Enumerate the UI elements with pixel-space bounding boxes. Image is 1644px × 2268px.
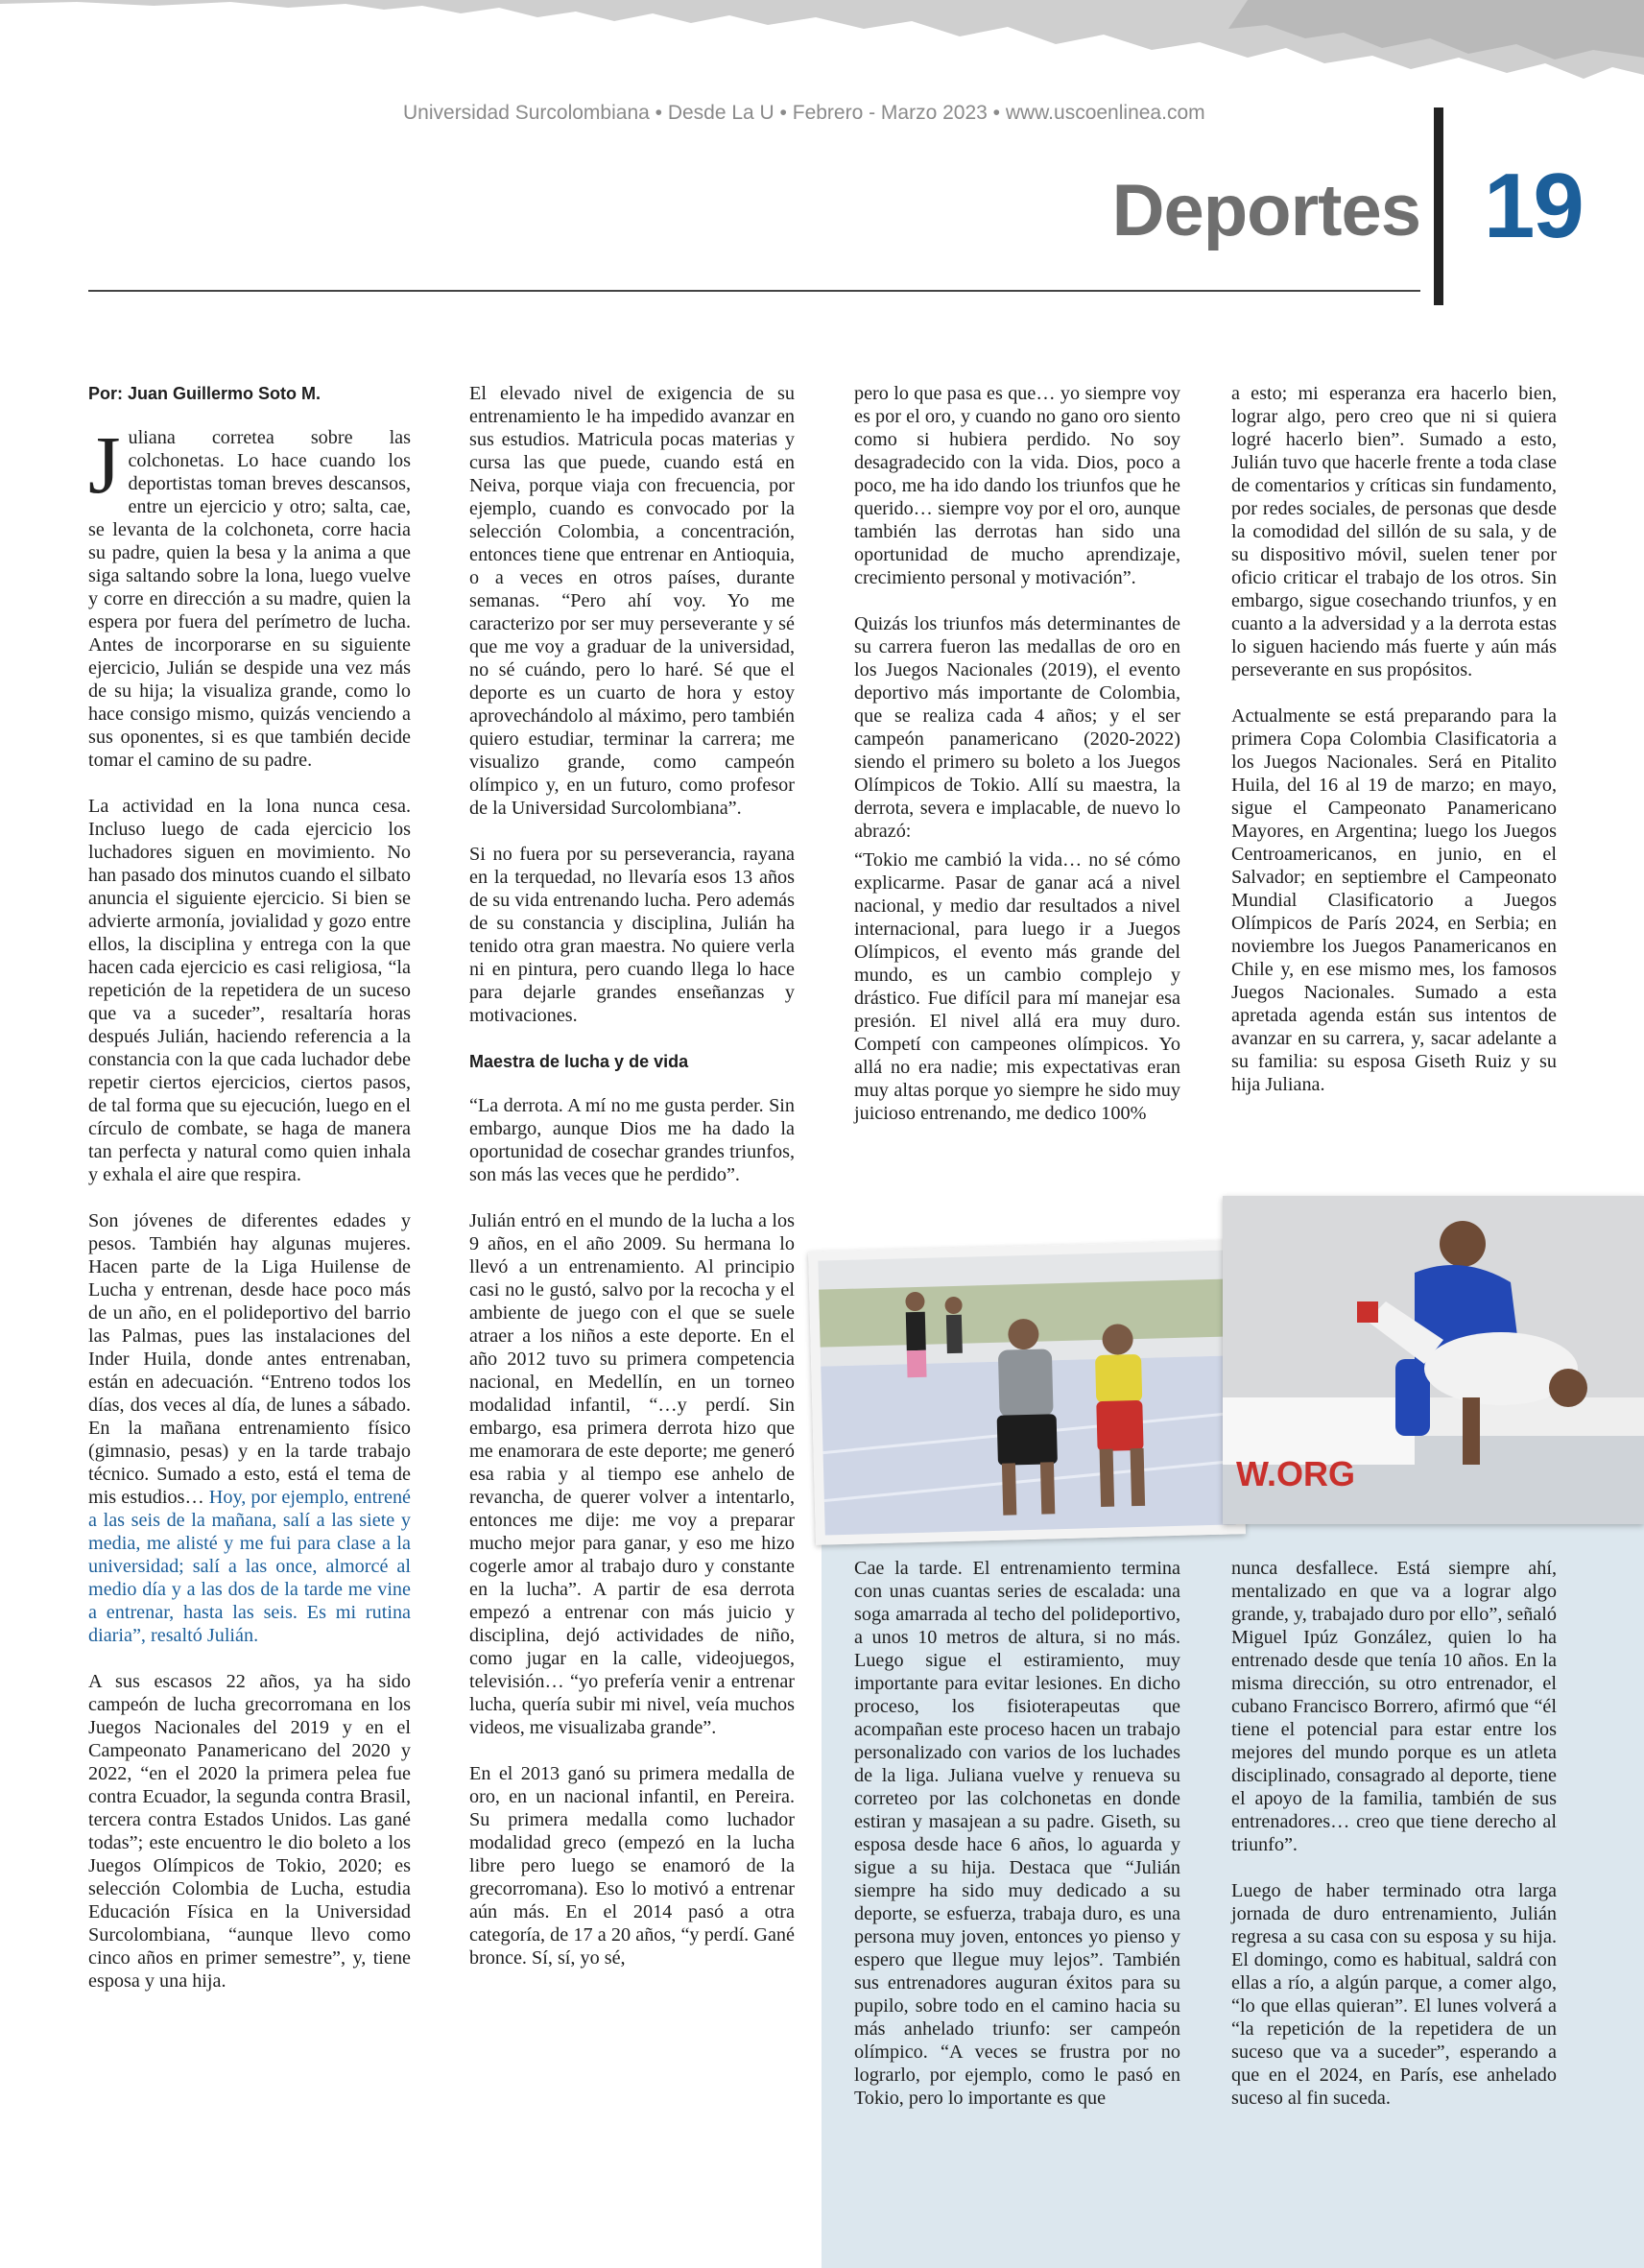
paragraph: Si no fuera por su perseverancia, rayana en la terquedad, no llevaría esos 13 años de su vida entrenando lucha. Pero además de su constancia y disciplina, Julián ha tenido otra gran maestra. No quiere verla ni en pintura, pero cuando llega lo hace para dejarle grandes enseñanzas y motivaciones. (469, 844, 795, 1026)
article-column-3-top (854, 382, 1180, 1125)
section-title: Deportes (1111, 170, 1420, 251)
paragraph: Cae la tarde. El entrenamiento termina con unas cuantas series de escalada: una soga amarrada al techo del polideportivo, a unos 10 metros de altura, si no más. Luego sigue el estiramiento, muy importante para evitar lesiones. En dicho proceso, los fisioterapeutas que acompañan este proceso hacen un trabajo personalizado con varios de los luchades de la liga. Juliana vuelve y renueva su correteo por las colchonetas en donde estiran y masajean a su padre. Giseth, su esposa desde hace 6 años, lo aguarda y sigue a su hija. Destaca que “Julián siempre ha sido muy dedicado a su deporte, se esfuerza, trabaja duro, es una persona muy joven, entonces yo pienso y espero que llegue muy lejos”. También sus entrenadores auguran éxitos para su pupilo, sobre todo en el camino hacia su más anhelado triunfo: ser campeón olímpico. “A veces se frustra por no lograrlo, por ejemplo, como le pasó en Tokio, pero lo importante es que (854, 1558, 1180, 2109)
header-divider (1434, 107, 1443, 305)
article-column-1 (88, 382, 411, 1993)
header-rule (88, 290, 1420, 292)
photo-training-image (808, 1240, 1246, 1545)
paragraph: A sus escasos 22 años, ya ha sido campeón de lucha grecorromana en los Juegos Nacionales del 2019 y en el Campeonato Panamericano del 2020 y 2022, “en el 2020 la primera pelea fue contra Ecuador, la segunda contra Brasil, tercera contra Estados Unidos. Las gané todas”; este encuentro le dio boleto a los Juegos Olímpicos de Tokio, 2020; es selección Colombia de Lucha, estudia Educación Física en la Universidad Surcolombiana, “aunque llevo como cinco años en primer semestre”, y, tiene esposa y una hija. (88, 1671, 411, 1992)
paragraph: “Tokio me cambió la vida… no sé cómo explicarme. Pasar de ganar acá a nivel nacional, y medio dar resultados a nivel internacional, para luego ir a Juegos Olímpicos, el evento más grande del mundo, es un cambio complejo y drástico. Fue difícil para mí manejar esa presión. El nivel allá era muy duro. Competí con campeones olímpicos. Yo allá no era nadie; mis expectativas eran muy altas porque yo siempre he sido muy juicioso entrenando, me dedico 100% (854, 849, 1180, 1124)
photo-training (808, 1240, 1246, 1545)
photo-competition-image (1223, 1196, 1644, 1524)
drop-cap: J (88, 418, 121, 511)
issue-meta-line: Universidad Surcolombiana • Desde La U • Febrero - Marzo 2023 • www.uscoenlinea.com (403, 102, 1205, 124)
article-column-4-bottom (1231, 1557, 1557, 2110)
paragraph: pero lo que pasa es que… yo siempre voy es por el oro, y cuando no gano oro siento como si hubiera perdido. No soy desagradecido con la vida. Dios, poco a poco, me ha ido dando los triunfos que he querido… siempre voy por el oro, aunque también las derrotas han sido una oportunidad de mucho aprendizaje, crecimiento personal y motivación”. (854, 383, 1180, 588)
paragraph: Luego de haber terminado otra larga jornada de duro entrenamiento, Julián regresa a su casa con su esposa y su hija. El domingo, como es habitual, saldrá con ellas a río, a algún parque, a comer algo, “lo que ellas quieran”. El lunes volverá a “la repetición de la repetidera de un suceso que va a suceder”, esperando a que en el 2024, en París, ese anhelado suceso al fin suceda. (1231, 1880, 1557, 2109)
paragraph: La actividad en la lona nunca cesa. Incluso luego de cada ejercicio los luchadores siguen en movimiento. No han pasado dos minutos cuando el silbato anuncia el siguiente ejercicio. Si bien se advierte armonía, jovialidad y gozo entre ellos, la disciplina y entrega con la que hacen cada ejercicio es casi religiosa, “la repetición de la repetidera de un suceso que va a suceder”, resaltaría horas después Julián, haciendo referencia a la constancia con la que cada luchador debe repetir ciertos ejercicios, ciertos pasos, de tal forma que su ejecución, luego en el círculo de combate, se haga de manera tan perfecta y natural como quien inhala y exhala el aire que respira. (88, 796, 411, 1185)
paragraph: Julián entró en el mundo de la lucha a los 9 años, en el año 2009. Su hermana lo llevó a un entrenamiento. Al principio casi no le gustó, salvo por la recocha y el ambiente de juego con el que se suele atraer a los niños a este deporte. En el año 2012 tuvo su primera competencia nacional, en Medellín, en un torneo modalidad infantil, “…y perdí. Sin embargo, esa primera derrota hizo que me enamorara de este deporte; me generó esa rabia y al tiempo ese anhelo de revancha, de querer volver a intentarlo, entonces me dije: me voy a preparar mucho mejor para ganar, y eso me hizo cogerle amor al trabajo duro y constante en la lucha”. A partir de esa derrota empezó a entrenar con más juicio y disciplina, dejó actividades de niño, como jugar en la calle, videojuegos, televisión… “yo prefería venir a entrenar lucha, quería subir mi nivel, veía muchos videos, me visualizaba grande”. (469, 1210, 795, 1738)
paragraph: “La derrota. A mí no me gusta perder. Sin embargo, aunque Dios me ha dado la oportunidad de cosechar grandes triunfos, son más las veces que he perdido”. (469, 1095, 795, 1185)
banner-text: W.ORG (1236, 1454, 1355, 1493)
byline: Por: Juan Guillermo Soto M. (88, 384, 322, 403)
subheading: Maestra de lucha y de vida (469, 1052, 689, 1071)
page-number: 19 (1484, 155, 1583, 257)
paragraph: a esto; mi esperanza era hacerlo bien, lograr algo, pero creo que ni si quiera logré hacerlo bien”. Sumado a esto, Julián tuvo que hacerle frente a toda clase de comentarios y críticas sin fundamento, por redes sociales, de personas que desde la comodidad del sillón de su sala, y de su dispositivo móvil, suelen tener por oficio criticar el trabajo de los otros. Sin embargo, sigue cosechando triunfos, y en cuanto a la adversidad y a la derrota estas lo siguen haciendo más fuerte y aún más perseverante en sus propósitos. (1231, 383, 1557, 680)
photo-competition (1223, 1196, 1644, 1524)
paragraph: Quizás los triunfos más determinantes de su carrera fueron las medallas de oro en los Juegos Nacionales (2019), el evento deportivo más importante de Colombia, que se realiza cada 4 años; y el ser campeón panamericano (2020-2022) siendo el primero su boleto a los Juegos Olímpicos de Tokio. Allí su maestra, la derrota, severa e implacable, de nuevo lo abrazó: (854, 613, 1180, 842)
paragraph: Actualmente se está preparando para la primera Copa Colombia Clasificatoria a los Juegos Nacionales. Será en Pitalito Huila, del 16 al 19 de marzo; en mayo, sigue el Campeonato Panamericano Mayores, en Argentina; luego los Juegos Centroamericanos, en junio, en el Salvador; en septiembre el Campeonato Mundial Clasificatorio a Juegos Olímpicos de París 2024, en Serbia; en noviembre los Juegos Panamericanos en Chile y, en ese mismo mes, los famosos Juegos Nacionales. Sumado a esta apretada agenda están sus intentos de avanzar en su carrera, y, sacar adelante a su familia: su esposa Giseth Ruiz y su hija Juliana. (1231, 705, 1557, 1095)
torn-paper-header (0, 0, 1644, 106)
article-column-4-top (1231, 382, 1557, 1096)
paragraph: El elevado nivel de exigencia de su entrenamiento le ha impedido avanzar en sus estudios. Matricula pocas materias y cursa las que puede, cuando está en Neiva, porque viaja con frecuencia, por ejemplo, cuando es convocado por la selección Colombia, a concentración, entonces tiene que entrenar en Antioquia, o a veces en otros países, durante semanas. “Pero ahí voy. Yo me caracterizo por ser muy perseverante y sé que me voy a graduar de la universidad, no sé cuándo, pero lo haré. Sé que el deporte es un cuarto de hora y estoy aprovechándolo al máximo, pero también quiero estudiar, terminar la carrera; me visualizo grande, como campeón olímpico y, en un futuro, como profesor de la Universidad Surcolombiana”. (469, 383, 795, 819)
paragraph: nunca desfallece. Está siempre ahí, mentalizado en que va a lograr algo grande, y, trabajado duro por ello”, señaló Miguel Ipúz González, quien lo ha entrenado desde que tenía 10 años. En la misma dirección, su otro entrenador, el cubano Francisco Borrero, afirmó que “él tiene el potencial para estar entre los mejores del mundo porque es un atleta disciplinado, consagrado al deporte, tiene el apoyo de la familia, también de sus entrenadores… creo que tiene derecho al triunfo”. (1231, 1558, 1557, 1855)
paragraph: En el 2013 ganó su primera medalla de oro, en un nacional infantil, en Pereira. Su primera medalla como luchador modalidad greco (empezó en la lucha libre pero luego se enamoró de la grecorromana). Eso lo motivó a entrenar aún más. En el 2014 pasó a otra categoría, de 17 a 20 años, “y perdí. Gané bronce. Sí, sí, yo sé, (469, 1763, 795, 1969)
highlighted-quote: Hoy, por ejemplo, entrené a las seis de la mañana, salí a las siete y media, me alisté y me fui para clase a la universidad; salí a las once, almorcé al medio día y a las dos de la tarde me vine a entrenar, hasta las seis. Es mi rutina diaria”, resaltó Julián. (88, 1487, 411, 1646)
article-column-3-bottom (854, 1557, 1180, 2110)
paragraph: Son jóvenes de diferentes edades y pesos. También hay algunas mujeres. Hacen parte de la Liga Huilense de Lucha y entrenan, desde hace poco más de un año, en el polideportivo del barrio las Palmas, pues las instalaciones del Inder Huila, donde antes entrenaban, están en adecuación. “Entreno todos los días, dos veces al día, de lunes a sábado. En la mañana entrenamiento físico (gimnasio, pesas) y en la tarde trabajo técnico. Sumado a esto, está el tema de mis estudios… Hoy, por ejemplo, entrené a las seis de la mañana, salí a las siete y media, me alisté y me fui para clase a la universidad; salí a las once, almorcé al medio día y a las dos de la tarde me vine a entrenar, hasta las seis. Es mi rutina diaria”, resaltó Julián. (88, 1210, 411, 1646)
paragraph: Juliana corretea sobre las colchonetas. Lo hace cuando los deportistas toman breves descansos, entre un ejercicio y otro; salta, cae, se levanta de la colchoneta, corre hacia su padre, quien la besa y la anima a que siga saltando sobre la lona, luego vuelve y corre en dirección a su madre, quien la espera por fuera del perímetro de lucha. Antes de incorporarse en su siguiente ejercicio, Julián se despide una vez más de su hija; la visualiza grande, como lo hace consigo mismo, quizás venciendo a sus oponentes, si es que también decide tomar el camino de su padre. (88, 418, 411, 771)
article-column-2 (469, 382, 795, 1970)
